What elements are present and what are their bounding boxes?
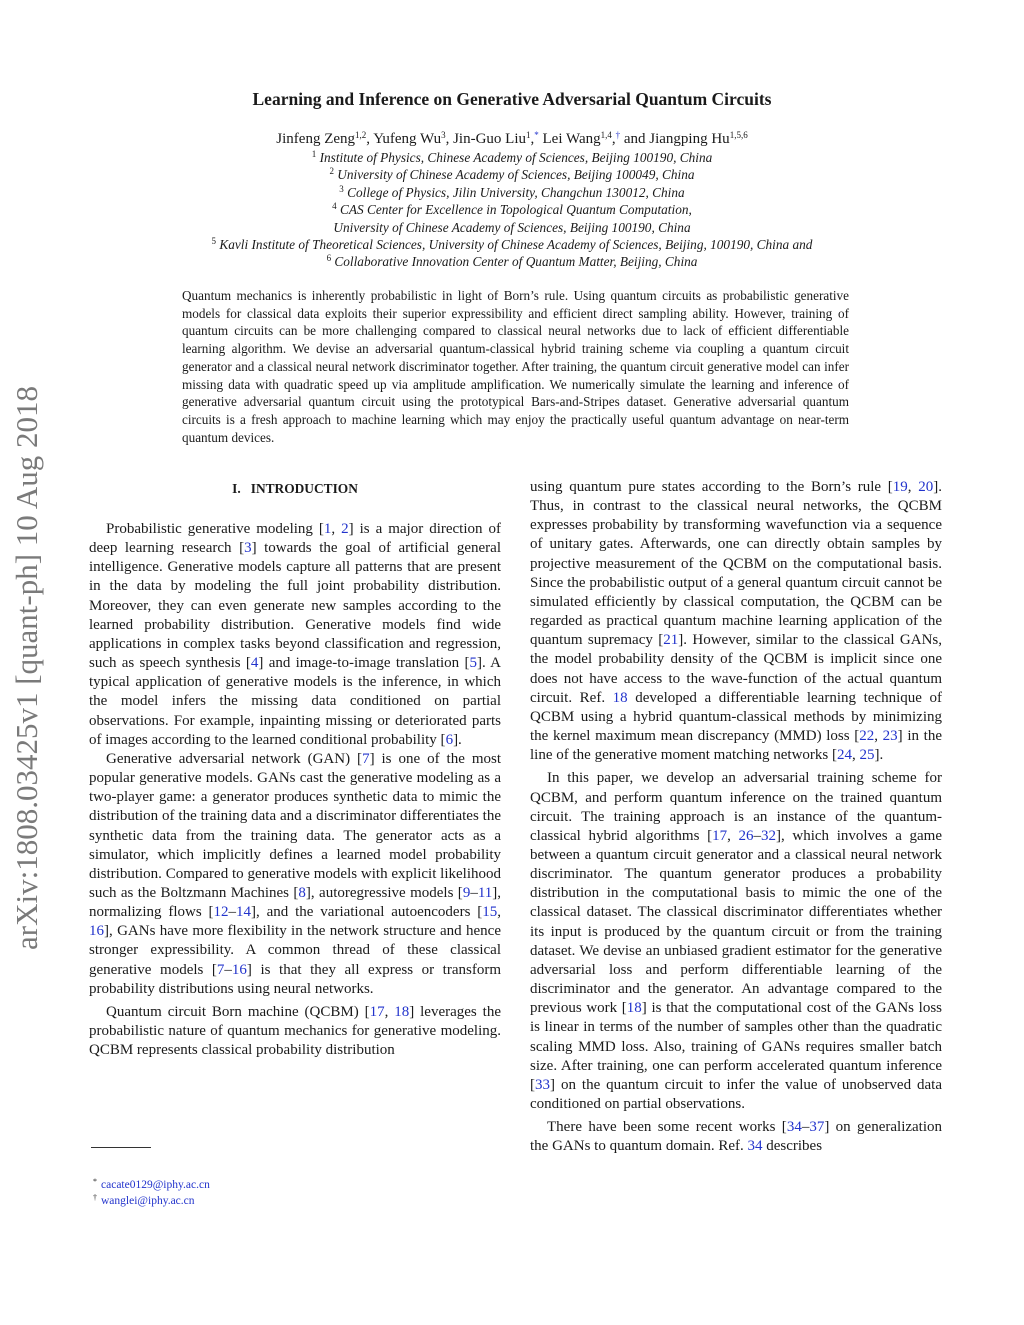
paragraph: There have been some recent works [34–37] on generalization the GANs to quantum domain. Ref. 34 describes — [530, 1119, 943, 1155]
paragraph: Quantum circuit Born machine (QCBM) [17, 18] leverages the probabilistic nature of quantum mechanics for generative modeling. QCBM represents classical probability distribution — [89, 1003, 501, 1059]
affiliation-6: $^6$ Collaborative Innovation Center of Quantum Matter, Beijing, China — [326, 253, 698, 270]
footnote-divider — [91, 1147, 151, 1148]
affiliation-1: $^1$ Institute of Physics, Chinese Academy of Sciences, Beijing 100190, China — [311, 149, 713, 165]
affiliation-5: $^5$ Kavli Institute of Theoretical Sciences, University of Chinese Academy of Sciences, Beijing, 100190, China and — [211, 236, 813, 253]
abstract: Quantum mechanics is inherently probabilistic in light of Born’s rule. Using quantum circuits as probabilistic generative models for classical data exploits their superior expressibility and efficient direct sampling ability. However, training of quantum circuits can be more challenging compared to classical neural networks due to lack of efficient differentiable learning algorithm. We devise an adversarial quantum-classical hybrid training scheme via coupling a quantum circuit generator and a classical neural network discriminator together. After training, the quantum circuit generative model can infer missing data with quadratic speed up via amplitude amplification. We numerically simulate the learning and inference of generative adversarial quantum circuit using the prototypical Bars-and-Stripes dataset. Generative adversarial quantum circuits is a fresh approach to machine learning which may enjoy the practically useful quantum advantage on near-term quantum devices. — [182, 288, 849, 445]
author-list: Jinfeng Zeng$^{1,2}$, Yufeng Wu$^3$, Jin-Guo Liu$^1$,* Lei Wang$^{1,4}$,† and Jiangping Hu$^{1,5,6}$ — [276, 130, 748, 147]
affiliation-4-continued: University of Chinese Academy of Sciences, Beijing 100190, China — [333, 219, 691, 235]
email-link[interactable]: wanglei@iphy.ac.cn — [101, 1195, 195, 1207]
email-link[interactable]: cacate0129@iphy.ac.cn — [101, 1179, 210, 1191]
paragraph: In this paper, we develop an adversarial training scheme for QCBM, and perform quantum inference on the trained quantum circuit. The training approach is an instance of the quantum-classical hybrid algorithms [17, 26–32], which involves a game between a quantum circuit generator and a classical neural network discriminator. The quantum generator produces a probability distribution in the computational basis to mimic the one of the classical dataset. The classical discriminator differentiates whether its input is produced by the quantum circuit or from the training dataset. We devise an unbiased gradient estimator for the generative adversarial loss and perform differentiable learning of the discriminator and the generator. An advantage compared to the previous work [18] is that the computational cost of the GANs loss is linear in terms of the number of samples other than the quadratic scaling MMD loss. Also, training of GANs requires smaller batch size. After training, one can perform accelerated quantum inference [33] on the quantum circuit to infer the value of unobserved data conditioned on partial observations. — [530, 770, 942, 1112]
arxiv-identifier-stamp: arXiv:1808.03425v1 [quant-ph] 10 Aug 2018 — [9, 386, 44, 950]
affiliation-4: $^4$ CAS Center for Excellence in Topological Quantum Computation, — [332, 201, 692, 218]
footnote-mark: * — [93, 1177, 97, 1186]
affiliations — [0, 149, 1024, 271]
footnote — [93, 1177, 210, 1193]
footnotes — [93, 1177, 210, 1209]
affiliation-3: $^3$ College of Physics, Jilin University, Changchun 130012, China — [339, 183, 685, 200]
paragraph: Probabilistic generative modeling [1, 2] is a major direction of deep learning research [3] towards the goal of artificial general intelligence. Generative models capture all patterns that are present in the data by modeling the full joint probability distribution. Moreover, they can even generate new samples according to the learned probability distribution. Generative models find wide applications in complex tasks beyond classification and regression, such as speech synthesis [4] and image-to-image translation [5]. A typical application of generative models is the inference, in which the model infers the missing data conditioned on partial observations. For example, inpainting missing or deteriorated parts of images according to the learned conditional probability [6]. — [89, 521, 501, 748]
section-heading-introduction: I. INTRODUCTION — [232, 481, 358, 496]
right-column — [530, 478, 942, 1156]
paragraph: using quantum pure states according to the Born’s rule [19, 20]. Thus, in contrast to the classical neural networks, the QCBM expresses probability by transforming wavefunction via a sequence of unitary gates. Afterwards, one can directly obtain samples by projective measurement of the QCBM on the computational basis. Since the probabilistic output of a general quantum circuit cannot be simulated efficiently by classical computation, the QCBM can be regarded as practical quantum machine learning application of the quantum supremacy [21]. However, similar to the classical GANs, the model probability density of the QCBM is implicit since one does not have access to the wave-function of the actual quantum circuit. Ref. 18 developed a differentiable learning technique of QCBM using a hybrid quantum-classical methods by minimizing the kernel maximum mean discrepancy (MMD) loss [22, 23] in the line of the generative moment matching networks [24, 25]. — [530, 479, 942, 764]
affiliation-2: $^2$ University of Chinese Academy of Sciences, Beijing 100049, China — [329, 166, 695, 183]
footnote — [93, 1193, 210, 1209]
paper-title: Learning and Inference on Generative Adversarial Quantum Circuits — [252, 89, 772, 109]
paragraph: Generative adversarial network (GAN) [7] is one of the most popular generative models. GANs cast the generative modeling as a two-player game: a generator produces synthetic data to mimic the distribution of the training data and a discriminator differentiates the synthetic data from the training data. The generator acts as a simulator, which implicitly defines a learned model probability distribution. Compared to generative models with explicit likelihood such as the Boltzmann Machines [8], autoregressive models [9–11], normalizing flows [12–14], and the variational autoencoders [15, 16], GANs have more flexibility in the network structure and hence stronger expressibility. A common thread of these classical generative models [7–16] is that they all express or transform probability distributions using neural networks. — [89, 750, 502, 997]
left-column — [89, 478, 501, 1060]
footnote-mark: † — [93, 1193, 97, 1202]
